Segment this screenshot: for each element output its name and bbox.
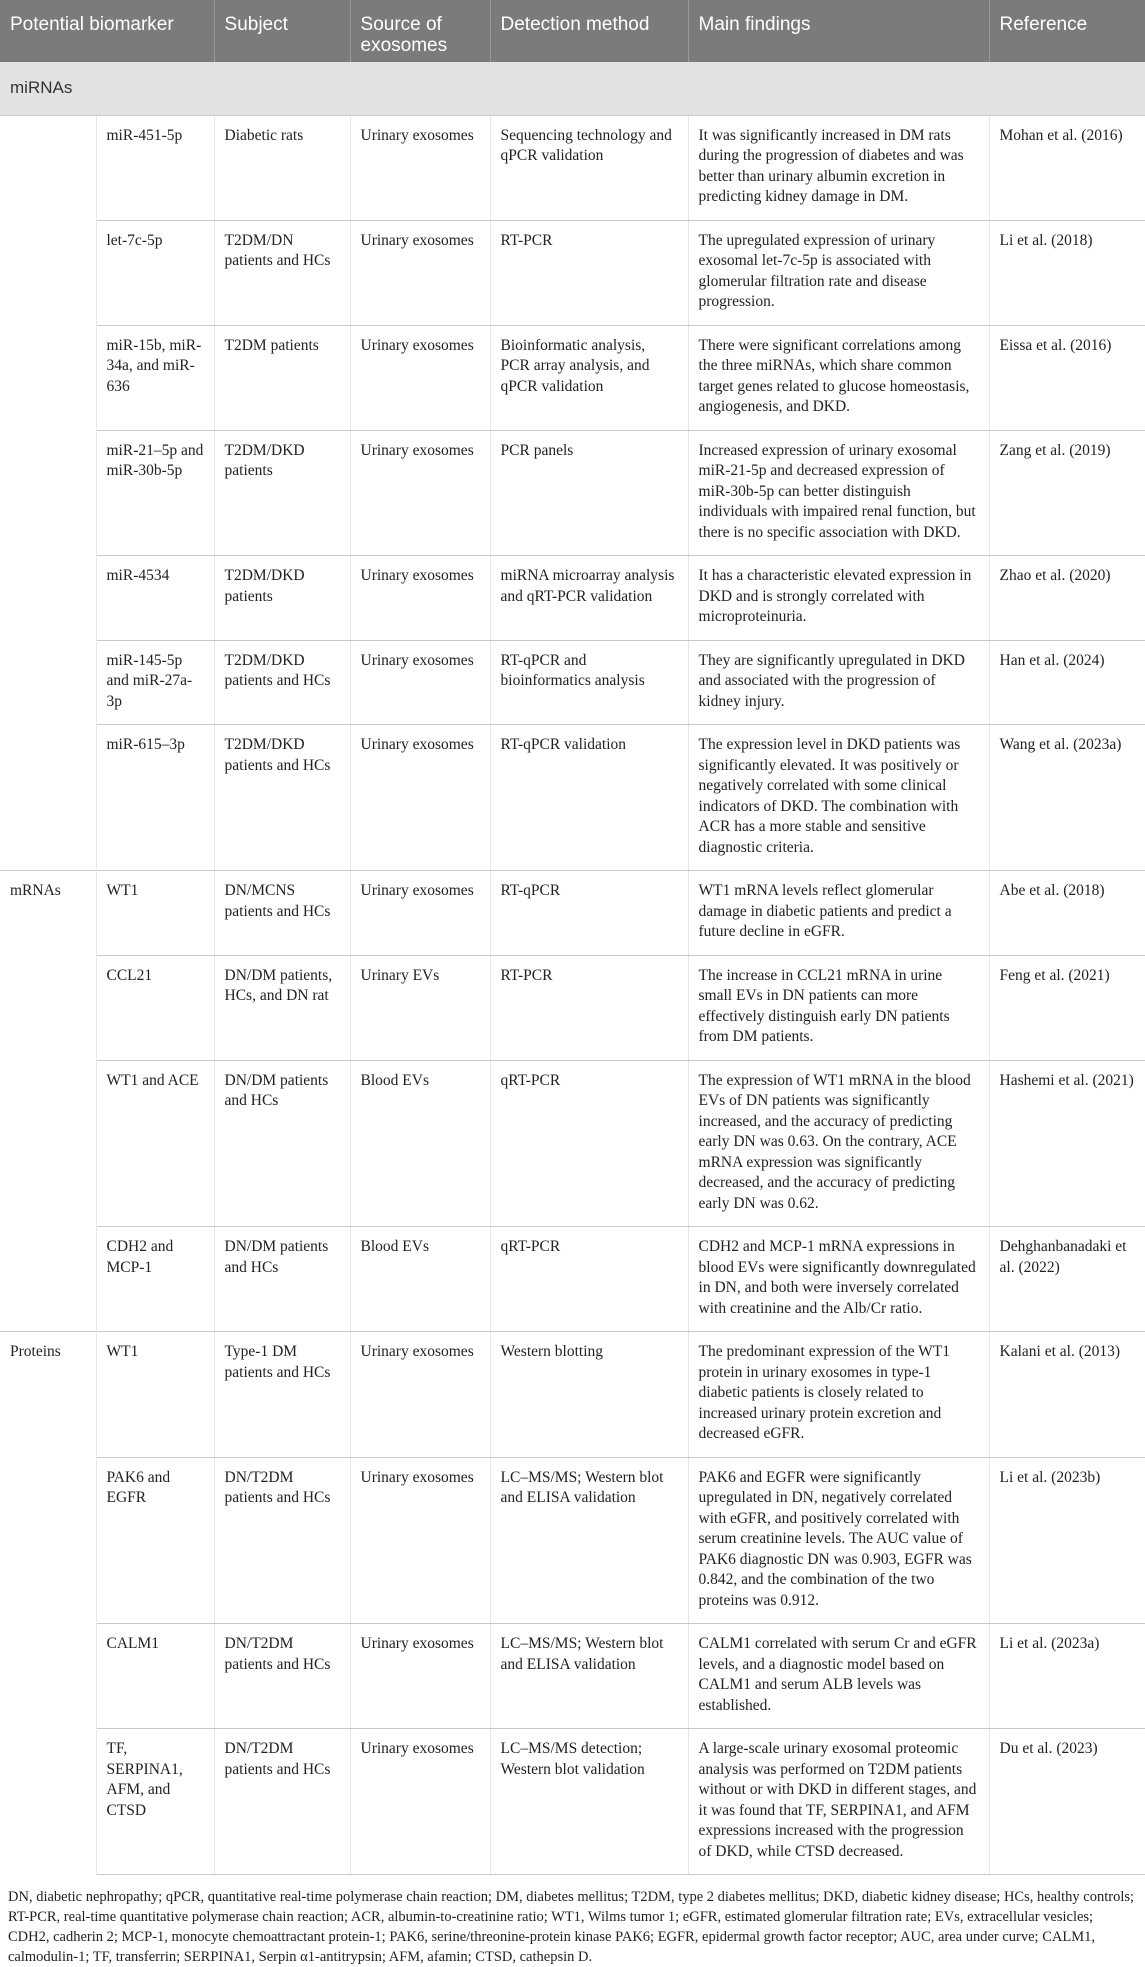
table-row	[0, 556, 1145, 641]
reference-cell: Li et al. (2023a)	[989, 1624, 1145, 1729]
findings-cell: It has a characteristic elevated expression in DKD and is strongly correlated with microproteinuria.	[688, 556, 989, 641]
table-row	[0, 1729, 1145, 1875]
source-cell: Blood EVs	[350, 1060, 490, 1227]
header-reference: Reference	[989, 0, 1145, 62]
reference-cell: Du et al. (2023)	[989, 1729, 1145, 1875]
method-cell: RT-qPCR validation	[490, 725, 688, 871]
table-row	[0, 430, 1145, 556]
group-row-mirnas	[0, 62, 1145, 115]
table-row	[0, 1457, 1145, 1624]
method-cell: RT-qPCR	[490, 871, 688, 956]
table-row	[0, 1624, 1145, 1729]
reference-cell: Dehghanbanadaki et al. (2022)	[989, 1227, 1145, 1332]
reference-cell: Han et al. (2024)	[989, 640, 1145, 725]
source-cell: Urinary exosomes	[350, 725, 490, 871]
method-cell: RT-PCR	[490, 220, 688, 325]
category-cell: mRNAs	[0, 871, 96, 956]
biomarker-cell: let-7c-5p	[96, 220, 214, 325]
findings-cell: The predominant expression of the WT1 protein in urinary exosomes in type-1 diabetic patients is closely related to increased urinary protein excretion and decreased eGFR.	[688, 1332, 989, 1458]
biomarker-cell: CALM1	[96, 1624, 214, 1729]
biomarker-cell: miR-145-5p and miR-27a-3p	[96, 640, 214, 725]
source-cell: Urinary exosomes	[350, 556, 490, 641]
subject-cell: T2DM patients	[214, 325, 350, 430]
category-cell	[0, 556, 96, 641]
reference-cell: Feng et al. (2021)	[989, 955, 1145, 1060]
source-cell: Urinary exosomes	[350, 640, 490, 725]
subject-cell: T2DM/DKD patients and HCs	[214, 640, 350, 725]
source-cell: Urinary exosomes	[350, 1624, 490, 1729]
findings-cell: There were significant correlations among the three miRNAs, which share common target genes related to glucose homeostasis, angiogenesis, and DKD.	[688, 325, 989, 430]
findings-cell: PAK6 and EGFR were significantly upregulated in DN, negatively correlated with eGFR, and positively correlated with serum creatinine levels. The AUC value of PAK6 diagnostic DN was 0.903, EGFR was 0.842, and the combination of the two proteins was 0.912.	[688, 1457, 989, 1624]
table-body	[0, 62, 1145, 1875]
source-cell: Urinary EVs	[350, 955, 490, 1060]
header-main-findings: Main findings	[688, 0, 989, 62]
biomarker-cell: miR-4534	[96, 556, 214, 641]
method-cell: Bioinformatic analysis, PCR array analysis, and qPCR validation	[490, 325, 688, 430]
table-row	[0, 1227, 1145, 1332]
table-row	[0, 1060, 1145, 1227]
reference-cell: Mohan et al. (2016)	[989, 115, 1145, 220]
reference-cell: Zhao et al. (2020)	[989, 556, 1145, 641]
findings-cell: They are significantly upregulated in DKD and associated with the progression of kidney injury.	[688, 640, 989, 725]
header-potential-biomarker: Potential biomarker	[0, 0, 214, 62]
reference-cell: Li et al. (2023b)	[989, 1457, 1145, 1624]
subject-cell: T2DM/DN patients and HCs	[214, 220, 350, 325]
source-cell: Urinary exosomes	[350, 1332, 490, 1458]
category-cell	[0, 725, 96, 871]
method-cell: LC–MS/MS detection; Western blot validation	[490, 1729, 688, 1875]
method-cell: miRNA microarray analysis and qRT-PCR validation	[490, 556, 688, 641]
findings-cell: It was significantly increased in DM rats during the progression of diabetes and was better than urinary albumin excretion in predicting kidney damage in DM.	[688, 115, 989, 220]
category-cell: Proteins	[0, 1332, 96, 1458]
category-cell	[0, 430, 96, 556]
method-cell: LC–MS/MS; Western blot and ELISA validation	[490, 1624, 688, 1729]
reference-cell: Wang et al. (2023a)	[989, 725, 1145, 871]
category-cell	[0, 640, 96, 725]
subject-cell: Type-1 DM patients and HCs	[214, 1332, 350, 1458]
subject-cell: DN/T2DM patients and HCs	[214, 1729, 350, 1875]
source-cell: Urinary exosomes	[350, 220, 490, 325]
category-cell	[0, 1457, 96, 1624]
method-cell: LC–MS/MS; Western blot and ELISA validation	[490, 1457, 688, 1624]
source-cell: Urinary exosomes	[350, 871, 490, 956]
findings-cell: The upregulated expression of urinary exosomal let-7c-5p is associated with glomerular filtration rate and disease progression.	[688, 220, 989, 325]
table-row	[0, 325, 1145, 430]
method-cell: Western blotting	[490, 1332, 688, 1458]
table-footnote: DN, diabetic nephropathy; qPCR, quantitative real-time polymerase chain reaction; DM, diabetes mellitus; T2DM, type 2 diabetes mellitus; DKD, diabetic kidney disease; HCs, healthy controls; RT-PCR, real-time quantitative polymerase chain reaction; ACR, albumin-to-creatinine ratio; WT1, Wilms tumor 1; eGFR, estimated glomerular filtration rate; EVs, extracellular vesicles; CDH2, cadherin 2; MCP-1, monocyte chemoattractant protein-1; PAK6, serine/threonine-protein kinase PAK6; EGFR, epidermal growth factor receptor; AUC, area under curve; CALM1, calmodulin-1; TF, transferrin; SERPINA1, Serpin α1-antitrypsin; AFM, afamin; CTSD, cathepsin D.	[8, 1889, 1135, 1965]
table-row	[0, 1332, 1145, 1458]
biomarker-cell: TF, SERPINA1, AFM, and CTSD	[96, 1729, 214, 1875]
biomarker-cell: CDH2 and MCP-1	[96, 1227, 214, 1332]
method-cell: Sequencing technology and qPCR validation	[490, 115, 688, 220]
subject-cell: DN/DM patients and HCs	[214, 1060, 350, 1227]
subject-cell: DN/DM patients, HCs, and DN rat	[214, 955, 350, 1060]
source-cell: Urinary exosomes	[350, 325, 490, 430]
reference-cell: Abe et al. (2018)	[989, 871, 1145, 956]
method-cell: RT-PCR	[490, 955, 688, 1060]
findings-cell: A large-scale urinary exosomal proteomic analysis was performed on T2DM patients without or with DKD in different stages, and it was found that TF, SERPINA1, and AFM expressions increased with the progression of DKD, while CTSD decreased.	[688, 1729, 989, 1875]
table-row	[0, 640, 1145, 725]
source-cell: Urinary exosomes	[350, 1457, 490, 1624]
subject-cell: T2DM/DKD patients	[214, 430, 350, 556]
category-cell	[0, 325, 96, 430]
subject-cell: T2DM/DKD patients and HCs	[214, 725, 350, 871]
biomarker-cell: CCL21	[96, 955, 214, 1060]
category-cell	[0, 1227, 96, 1332]
table-header-row	[0, 0, 1145, 62]
subject-cell: DN/DM patients and HCs	[214, 1227, 350, 1332]
source-cell: Urinary exosomes	[350, 115, 490, 220]
source-cell: Blood EVs	[350, 1227, 490, 1332]
category-cell	[0, 1060, 96, 1227]
table-row	[0, 725, 1145, 871]
subject-cell: Diabetic rats	[214, 115, 350, 220]
biomarker-cell: miR-15b, miR-34a, and miR-636	[96, 325, 214, 430]
findings-cell: CDH2 and MCP-1 mRNA expressions in blood EVs were significantly downregulated in DN, and both were inversely correlated with creatinine and the Alb/Cr ratio.	[688, 1227, 989, 1332]
category-cell	[0, 220, 96, 325]
group-label: miRNAs	[0, 62, 1145, 115]
source-cell: Urinary exosomes	[350, 1729, 490, 1875]
header-detection-method: Detection method	[490, 0, 688, 62]
table-row	[0, 871, 1145, 956]
reference-cell: Li et al. (2018)	[989, 220, 1145, 325]
category-cell	[0, 955, 96, 1060]
category-cell	[0, 115, 96, 220]
reference-cell: Eissa et al. (2016)	[989, 325, 1145, 430]
reference-cell: Zang et al. (2019)	[989, 430, 1145, 556]
reference-cell: Hashemi et al. (2021)	[989, 1060, 1145, 1227]
biomarker-cell: miR-451-5p	[96, 115, 214, 220]
table-row	[0, 955, 1145, 1060]
method-cell: qRT-PCR	[490, 1060, 688, 1227]
subject-cell: DN/MCNS patients and HCs	[214, 871, 350, 956]
biomarker-cell: PAK6 and EGFR	[96, 1457, 214, 1624]
findings-cell: The increase in CCL21 mRNA in urine small EVs in DN patients can more effectively distinguish early DN patients from DM patients.	[688, 955, 989, 1060]
biomarker-cell: WT1	[96, 1332, 214, 1458]
method-cell: RT-qPCR and bioinformatics analysis	[490, 640, 688, 725]
category-cell	[0, 1729, 96, 1875]
findings-cell: CALM1 correlated with serum Cr and eGFR levels, and a diagnostic model based on CALM1 and serum ALB levels was established.	[688, 1624, 989, 1729]
findings-cell: The expression of WT1 mRNA in the blood EVs of DN patients was significantly increased, and the accuracy of predicting early DN was 0.63. On the contrary, ACE mRNA expression was significantly decreased, and the accuracy of predicting early DN was 0.62.	[688, 1060, 989, 1227]
method-cell: PCR panels	[490, 430, 688, 556]
biomarker-cell: miR-615–3p	[96, 725, 214, 871]
findings-cell: The expression level in DKD patients was significantly elevated. It was positively or negatively correlated with some clinical indicators of DKD. The combination with ACR has a more stable and sensitive diagnostic criteria.	[688, 725, 989, 871]
subject-cell: DN/T2DM patients and HCs	[214, 1457, 350, 1624]
category-cell	[0, 1624, 96, 1729]
reference-cell: Kalani et al. (2013)	[989, 1332, 1145, 1458]
subject-cell: T2DM/DKD patients	[214, 556, 350, 641]
biomarker-cell: WT1	[96, 871, 214, 956]
header-source-of-exosomes: Source of exosomes	[350, 0, 490, 62]
findings-cell: Increased expression of urinary exosomal miR-21-5p and decreased expression of miR-30b-5p can better distinguish individuals with impaired renal function, but there is no specific association with DKD.	[688, 430, 989, 556]
source-cell: Urinary exosomes	[350, 430, 490, 556]
biomarker-cell: miR-21–5p and miR-30b-5p	[96, 430, 214, 556]
subject-cell: DN/T2DM patients and HCs	[214, 1624, 350, 1729]
biomarker-cell: WT1 and ACE	[96, 1060, 214, 1227]
table-row	[0, 220, 1145, 325]
table-row	[0, 115, 1145, 220]
findings-cell: WT1 mRNA levels reflect glomerular damage in diabetic patients and predict a future decline in eGFR.	[688, 871, 989, 956]
method-cell: qRT-PCR	[490, 1227, 688, 1332]
header-subject: Subject	[214, 0, 350, 62]
